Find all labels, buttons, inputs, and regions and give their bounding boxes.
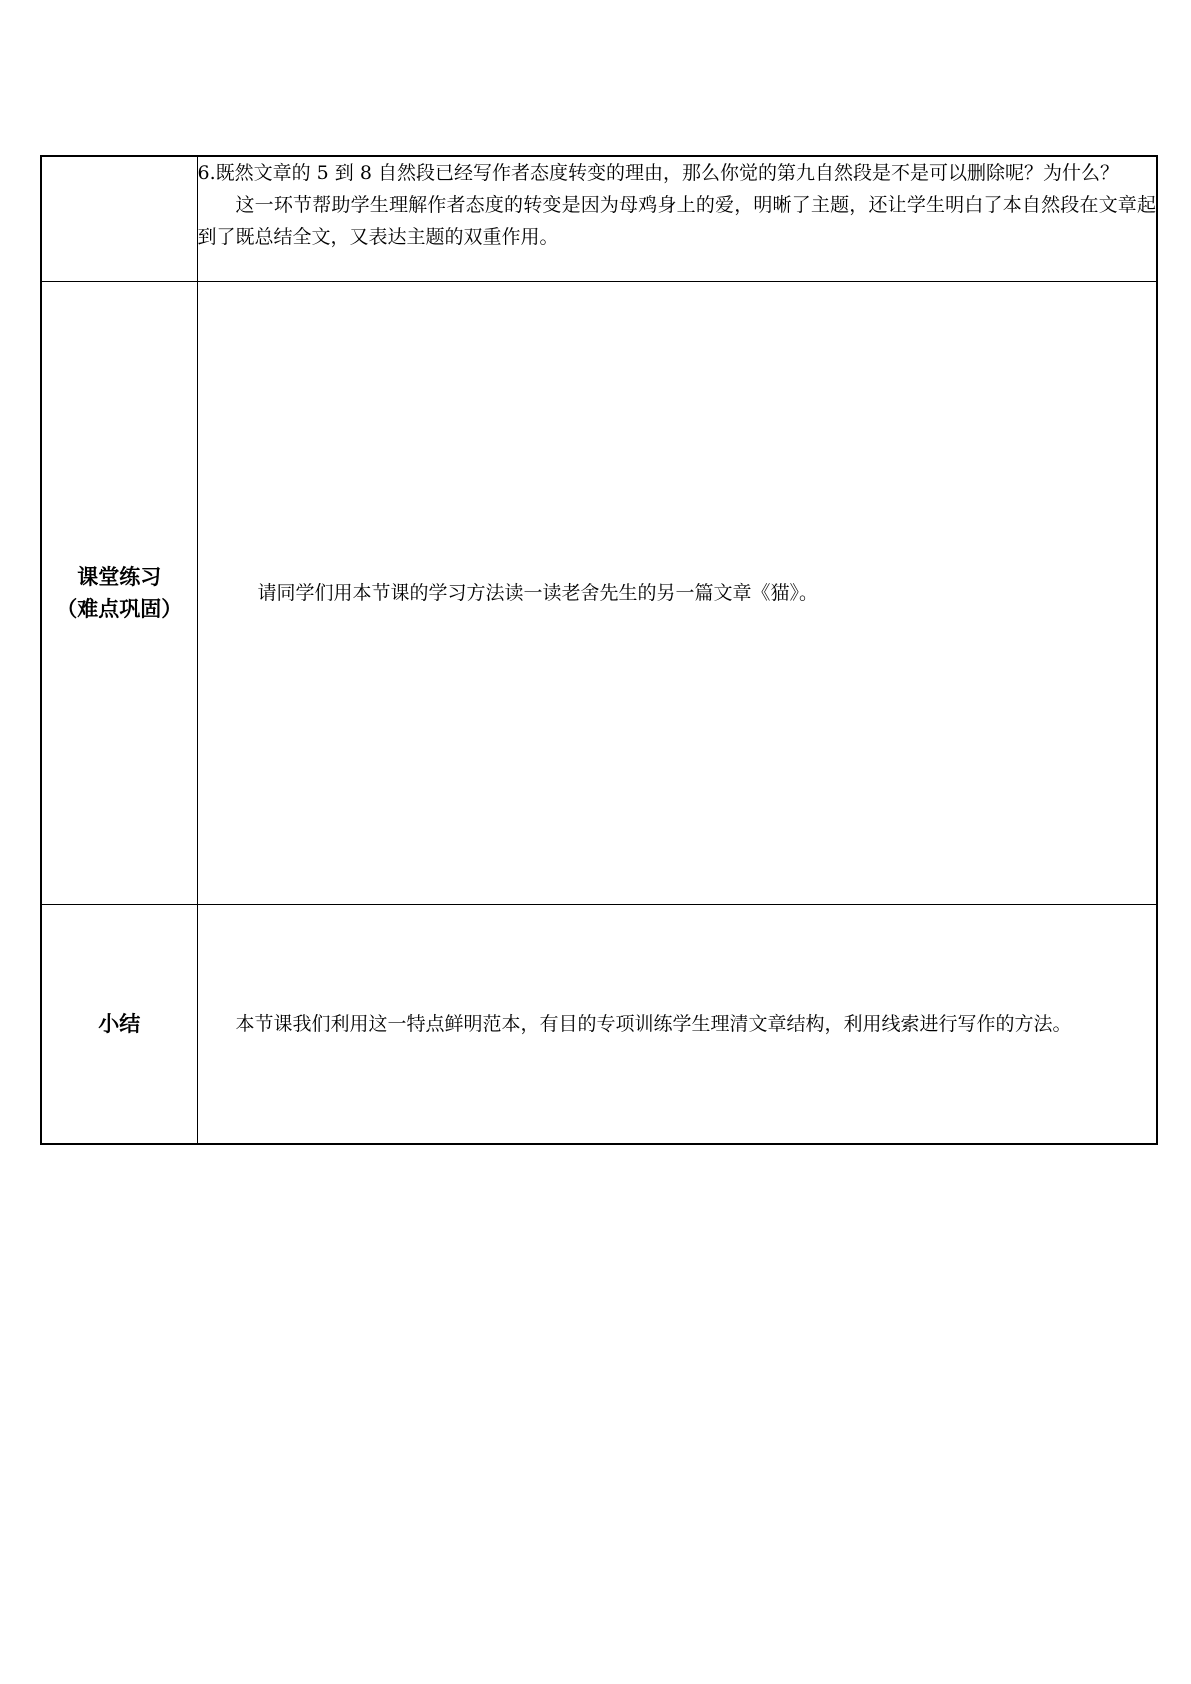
practice-label-title: 课堂练习: [77, 565, 162, 589]
question-paragraph: 6.既然文章的 5 到 8 自然段已经写作者态度转变的理由，那么你觉的第九自然段是不是可以删除呢？为什么？: [197, 162, 1119, 184]
table-row-discussion: [41, 156, 1157, 282]
practice-paragraph: 请同学们用本节课的学习方法读一读老舍先生的另一篇文章《猫》。: [257, 582, 819, 604]
discussion-content: [197, 156, 1157, 282]
summary-content: [197, 905, 1157, 1145]
table-row-summary: [41, 905, 1157, 1145]
practice-content: [197, 282, 1157, 905]
row-label-practice: [41, 282, 197, 905]
lesson-plan-table: [40, 155, 1158, 1145]
row-label-summary: [41, 905, 197, 1145]
table-row-practice: [41, 282, 1157, 905]
row-label-empty: [41, 156, 197, 282]
explanation-paragraph: 这一环节帮助学生理解作者态度的转变是因为母鸡身上的爱，明晰了主题，还让学生明白了本自然段在文章起到了既总结全文，又表达主题的双重作用。: [197, 194, 1156, 248]
practice-label-subtitle: （难点巩固）: [56, 597, 183, 621]
summary-paragraph: 本节课我们利用这一特点鲜明范本，有目的专项训练学生理清文章结构，利用线索进行写作的方法。: [235, 1013, 1072, 1035]
summary-label-title: 小结: [98, 1012, 141, 1036]
